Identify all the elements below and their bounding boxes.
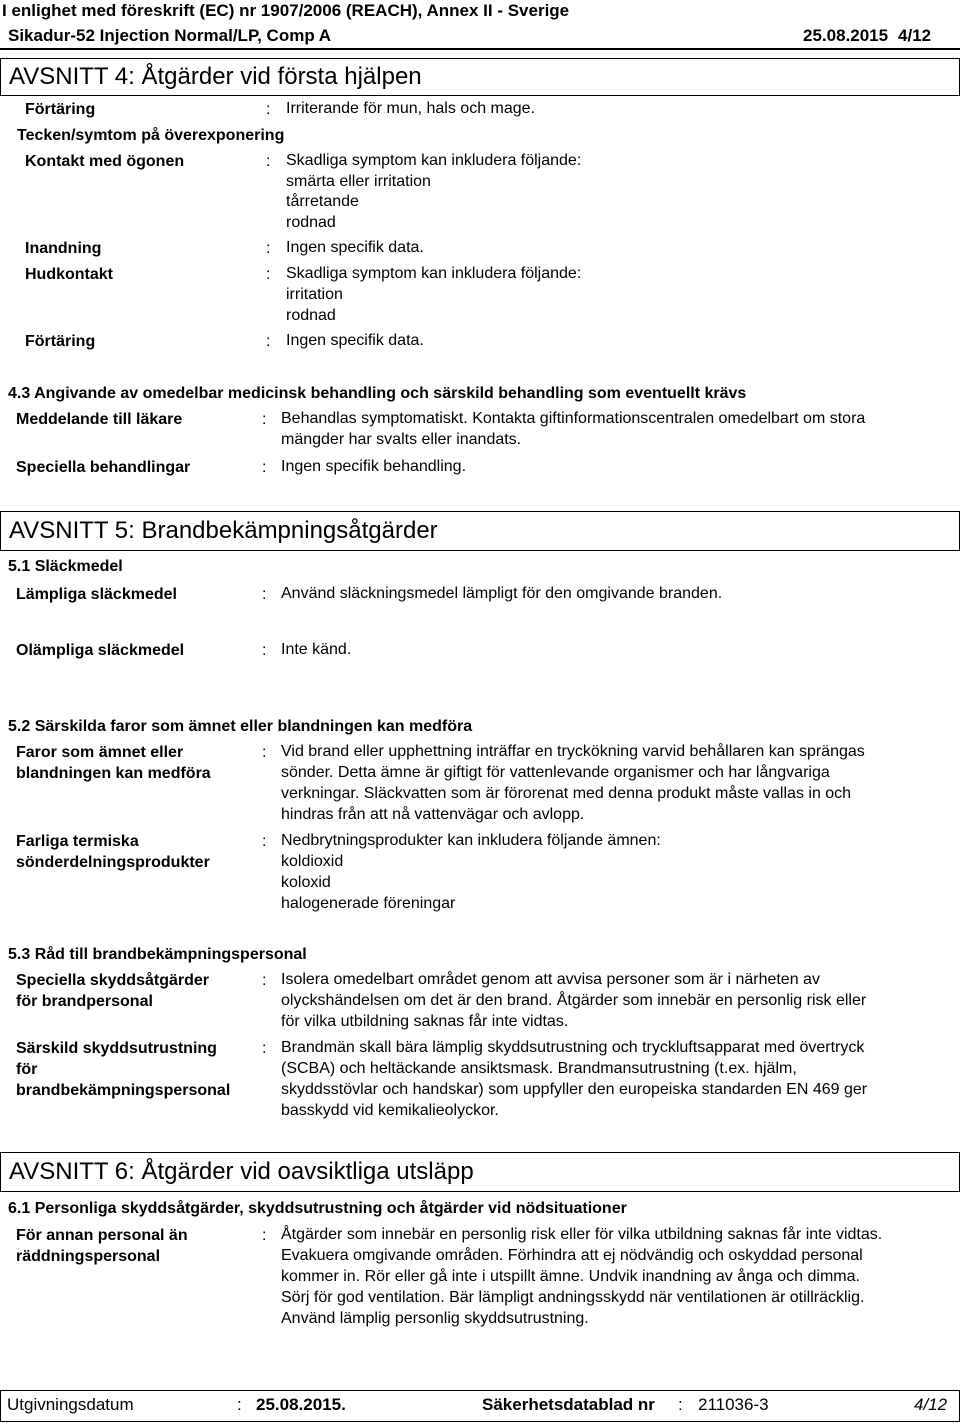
ingestion-label: Förtäring (25, 101, 96, 118)
subsection-5-3: 5.3 Råd till brandbekämpningspersonal (8, 946, 307, 963)
colon: : (266, 333, 271, 350)
subsection-5-2: 5.2 Särskilda faror som ämnet eller blandningen kan medföra (8, 718, 473, 735)
colon: : (262, 411, 267, 428)
colon: : (266, 266, 271, 283)
colon: : (262, 1040, 267, 1057)
issue-date-value: 25.08.2015. (256, 1395, 346, 1414)
subsection-5-1: 5.1 Släckmedel (8, 558, 123, 575)
subsection-4-3: 4.3 Angivande av omedelbar medicinsk behandling och särskild behandling som eventuellt krävs (8, 385, 747, 402)
section-4-title-box (0, 58, 960, 96)
header-divider (0, 48, 960, 50)
colon: : (266, 240, 271, 257)
eye-contact-line: tårretande (286, 193, 359, 210)
doctor-note-label: Meddelande till läkare (16, 411, 183, 428)
section-5-title: AVSNITT 5: Brandbekämpningsåtgärder (9, 517, 438, 544)
colon: : (262, 642, 267, 659)
colon: : (262, 833, 267, 850)
thermal-line: koloxid (281, 874, 331, 891)
ingestion2-label: Förtäring (25, 333, 96, 350)
section-5-title-box (0, 511, 960, 551)
hazards-line: Vid brand eller upphettning inträffar en tryckökning varvid behållaren kan sprängas (281, 743, 865, 760)
section-4-title: AVSNITT 4: Åtgärder vid första hjälpen (9, 63, 422, 90)
non-emergency-label-line: räddningspersonal (16, 1248, 161, 1265)
thermal-line: Nedbrytningsprodukter kan inkludera följande ämnen: (281, 832, 661, 849)
eye-contact-label: Kontakt med ögonen (25, 153, 185, 170)
equipment-line: skyddsstövlar och handskar) som uppfyller den europeiska standarden EN 469 ger (281, 1081, 868, 1098)
colon: : (266, 101, 271, 118)
non-emergency-line: Sörj för god ventilation. Bär lämpligt andningsskydd när ventilationen är otillräcklig. (281, 1289, 865, 1306)
unsuitable-media-value: Inte känd. (281, 641, 352, 658)
equipment-label-line: för (16, 1061, 38, 1078)
non-emergency-line: Använd lämplig personlig skyddsutrustning. (281, 1310, 589, 1327)
skin-contact-line: rodnad (286, 307, 336, 324)
section-6-title-box (0, 1152, 960, 1192)
eye-contact-line: Skadliga symptom kan inkludera följande: (286, 152, 582, 169)
precautions-line: för vilka utbildning saknas får inte vidtas. (281, 1013, 569, 1030)
hazards-label-line: Faror som ämnet eller (16, 744, 184, 761)
colon: : (678, 1395, 683, 1414)
eye-contact-line: smärta eller irritation (286, 173, 431, 190)
non-emergency-line: Evakuera omgivande områden. Förhindra att ej nödvändig och oskyddad personal (281, 1247, 863, 1264)
regulation-header: I enlighet med föreskrift (EC) nr 1907/2006 (REACH), Annex II - Sverige (2, 1, 570, 20)
suitable-media-value: Använd släckningsmedel lämpligt för den omgivande branden. (281, 585, 723, 602)
colon: : (237, 1395, 242, 1414)
suitable-media-label: Lämpliga släckmedel (16, 586, 177, 603)
hazards-label-line: blandningen kan medföra (16, 765, 211, 782)
eye-contact-line: rodnad (286, 214, 336, 231)
colon: : (262, 972, 267, 989)
precautions-line: olyckshändelsen om det är den brand. Åtgärder som innebär en personlig risk eller (281, 992, 867, 1009)
product-name: Sikadur-52 Injection Normal/LP, Comp A (8, 26, 332, 45)
precautions-line: Isolera omedelbart området genom att avvisa personer som är i närheten av (281, 971, 820, 988)
thermal-label-line: sönderdelningsprodukter (16, 854, 210, 871)
footer-page: 4/12 (914, 1395, 948, 1414)
colon: : (262, 459, 267, 476)
special-treatment-label: Speciella behandlingar (16, 459, 191, 476)
thermal-label-line: Farliga termiska (16, 833, 139, 850)
equipment-line: basskydd vid kemikalieolyckor. (281, 1102, 499, 1119)
inhalation-label: Inandning (25, 240, 102, 257)
footer-box (0, 1390, 960, 1422)
colon: : (262, 1227, 267, 1244)
ingestion-value: Irriterande för mun, hals och mage. (286, 100, 536, 117)
hazards-line: verkningar. Släckvatten som är förorenat med denna produkt måste vallas in och (281, 785, 852, 802)
colon: : (266, 153, 271, 170)
header-page: 4/12 (898, 26, 932, 45)
sds-number-label: Säkerhetsdatablad nr (482, 1395, 655, 1414)
non-emergency-line: Åtgärder som innebär en personlig risk eller för vilka utbildning saknas får inte vidtas. (281, 1226, 883, 1243)
skin-contact-label: Hudkontakt (25, 266, 113, 283)
subsection-6-1: 6.1 Personliga skyddsåtgärder, skyddsutrustning och åtgärder vid nödsituationer (8, 1200, 627, 1217)
doctor-note-line: Behandlas symptomatiskt. Kontakta giftinformationscentralen omedelbart om stora (281, 410, 866, 427)
sds-number-value: 211036-3 (698, 1395, 769, 1414)
precautions-label-line: för brandpersonal (16, 993, 153, 1010)
hazards-line: hindras från att nå vattenvägar och avlopp. (281, 806, 585, 823)
colon: : (262, 586, 267, 603)
equipment-label-line: Särskild skyddsutrustning (16, 1040, 217, 1057)
unsuitable-media-label: Olämpliga släckmedel (16, 642, 185, 659)
issue-date-label: Utgivningsdatum (7, 1395, 134, 1414)
skin-contact-line: irritation (286, 286, 343, 303)
equipment-line: (SCBA) och heltäckande ansiktsmask. Brandmansutrustning (t.ex. hjälm, (281, 1060, 797, 1077)
header-date: 25.08.2015 (803, 26, 889, 45)
equipment-line: Brandmän skall bära lämplig skyddsutrustning och tryckluftsapparat med övertryck (281, 1039, 865, 1056)
non-emergency-line: kommer in. Rör eller gå inte i utspillt ämne. Undvik inandning av ånga och dimma. (281, 1268, 860, 1285)
equipment-label-line: brandbekämpningspersonal (16, 1082, 231, 1099)
special-treatment-value: Ingen specifik behandling. (281, 458, 467, 475)
thermal-line: koldioxid (281, 853, 344, 870)
colon: : (262, 744, 267, 761)
thermal-line: halogenerade föreningar (281, 895, 456, 912)
skin-contact-line: Skadliga symptom kan inkludera följande: (286, 265, 582, 282)
precautions-label-line: Speciella skyddsåtgärder (16, 972, 209, 989)
non-emergency-label-line: För annan personal än (16, 1227, 188, 1244)
hazards-line: sönder. Detta ämne är giftigt för vattenlevande organismer och har långvariga (281, 764, 830, 781)
section-6-title: AVSNITT 6: Åtgärder vid oavsiktliga utsläpp (9, 1158, 474, 1185)
doctor-note-line: mängder har svalts eller inandats. (281, 431, 522, 448)
ingestion2-value: Ingen specifik data. (286, 332, 424, 349)
inhalation-value: Ingen specifik data. (286, 239, 424, 256)
overexposure-heading: Tecken/symtom på överexponering (17, 127, 285, 144)
